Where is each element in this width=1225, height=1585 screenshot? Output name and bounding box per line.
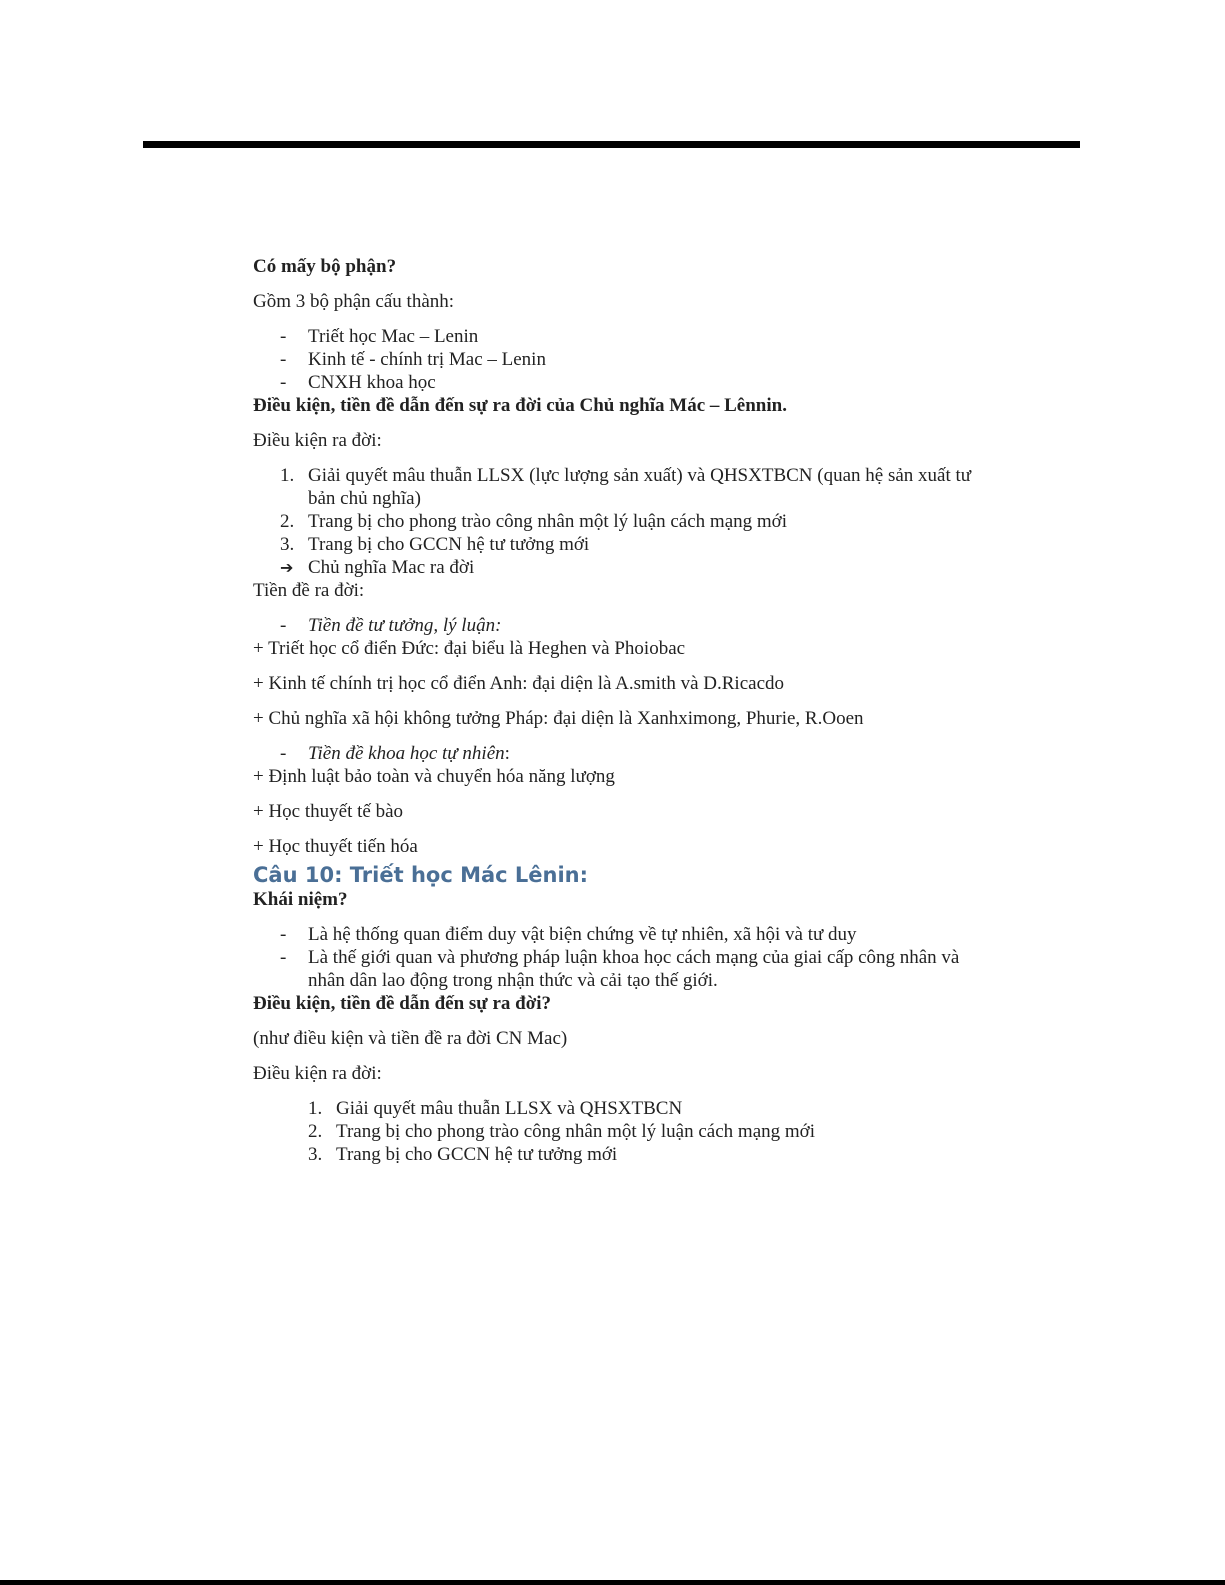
- document-body: [253, 255, 993, 1166]
- list-item: - Là thế giới quan và phương pháp luận khoa học cách mạng của giai cấp công nhân và nhân dân lao động trong nhận thức và cải tạo thế giới.: [280, 947, 960, 991]
- result-list: [253, 556, 993, 579]
- question-heading: Khái niệm?: [253, 889, 348, 910]
- section-heading: Câu 10: Triết học Mác Lênin:: [253, 863, 589, 887]
- list-item: - Tiền đề tư tưởng, lý luận:: [280, 615, 502, 636]
- list-item: 3. Trang bị cho GCCN hệ tư tưởng mới: [308, 1144, 618, 1165]
- list-item: - CNXH khoa học: [280, 372, 436, 393]
- numbered-list: [253, 464, 993, 556]
- paragraph: + Chủ nghĩa xã hội không tưởng Pháp: đại diện là Xanhximong, Phurie, R.Ooen: [253, 708, 864, 729]
- question-heading: Có mấy bộ phận?: [253, 256, 397, 277]
- paragraph: Gồm 3 bộ phận cấu thành:: [253, 291, 455, 312]
- list-item: - Là hệ thống quan điểm duy vật biện chứng về tự nhiên, xã hội và tư duy: [280, 924, 857, 945]
- paragraph: Tiền đề ra đời:: [253, 580, 365, 601]
- list-item: - Tiền đề khoa học tự nhiên:: [280, 743, 510, 764]
- paragraph: + Kinh tế chính trị học cổ điển Anh: đại diện là A.smith và D.Ricacdo: [253, 673, 784, 694]
- paragraph: + Học thuyết tế bào: [253, 801, 404, 822]
- list-item: 2. Trang bị cho phong trào công nhân một lý luận cách mạng mới: [280, 511, 787, 532]
- list-item: 1. Giải quyết mâu thuẫn LLSX (lực lượng sản xuất) và QHSXTBCN (quan hệ sản xuất tư bản chủ nghĩa): [280, 465, 972, 509]
- list-item: - Triết học Mac – Lenin: [280, 326, 479, 347]
- paragraph: Điều kiện ra đời:: [253, 1063, 382, 1084]
- dash-list: [253, 923, 993, 992]
- paragraph: (như điều kiện và tiền đề ra đời CN Mac): [253, 1028, 568, 1049]
- list-item: 2. Trang bị cho phong trào công nhân một lý luận cách mạng mới: [308, 1121, 815, 1142]
- header-rule: [143, 141, 1080, 148]
- dash-list: [253, 325, 993, 394]
- paragraph: Điều kiện ra đời:: [253, 430, 382, 451]
- list-item: - Kinh tế - chính trị Mac – Lenin: [280, 349, 546, 370]
- numbered-list: [253, 1097, 993, 1166]
- question-heading: Điều kiện, tiền đề dẫn đến sự ra đời?: [253, 993, 551, 1014]
- list-item: 1. Giải quyết mâu thuẫn LLSX và QHSXTBCN: [308, 1098, 683, 1119]
- paragraph: + Định luật bảo toàn và chuyển hóa năng lượng: [253, 766, 615, 787]
- arrow-icon: ➔: [280, 558, 294, 577]
- list-item: 3. Trang bị cho GCCN hệ tư tưởng mới: [280, 534, 590, 555]
- dash-list: [253, 614, 993, 637]
- footer-rule: [0, 1580, 1225, 1585]
- list-item: ➔ Chủ nghĩa Mac ra đời: [280, 557, 475, 578]
- question-heading: Điều kiện, tiền đề dẫn đến sự ra đời của Chủ nghĩa Mác – Lênnin.: [253, 395, 787, 416]
- dash-list: [253, 742, 993, 765]
- paragraph: + Triết học cổ điển Đức: đại biểu là Heghen và Phoiobac: [253, 638, 686, 659]
- paragraph: + Học thuyết tiến hóa: [253, 836, 418, 857]
